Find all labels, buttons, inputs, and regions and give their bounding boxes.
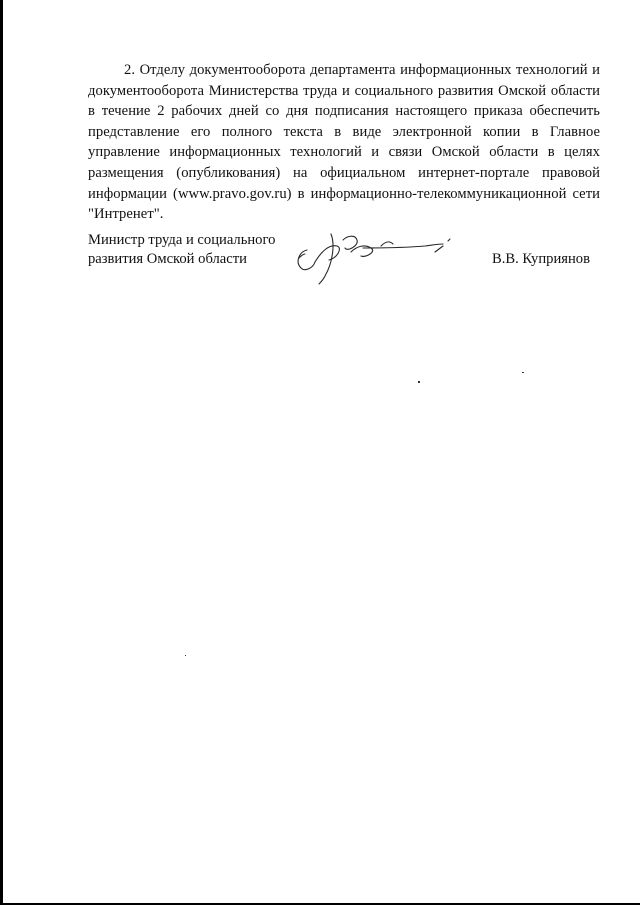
scan-edge-left	[0, 0, 3, 905]
signatory-title-line-2: развития Омской области	[88, 251, 247, 267]
paragraph-item-2: 2. Отделу документооборота департамента информационных технологий и документооборота Министерства труда и социального развития Омской области в течение 2 рабочих дней со дня подписания настоящего приказа обеспечить представление его полного текста в виде электронной копии в Главное управление информационных технологий и связи Омской области в целях размещения (опубликования) на официальном интернет-портале правовой информации (www.pravo.gov.ru) в информационно-телекоммуникационной сети "Интренет".	[88, 62, 600, 223]
handwritten-signature	[285, 218, 465, 288]
signatory-title-line-1: Министр труда и социального	[88, 232, 276, 248]
signatory-name: В.В. Куприянов	[492, 251, 590, 267]
scan-speck	[418, 381, 420, 383]
signatory-title	[88, 231, 275, 269]
scan-speck	[522, 372, 524, 373]
scan-speck	[185, 655, 186, 656]
